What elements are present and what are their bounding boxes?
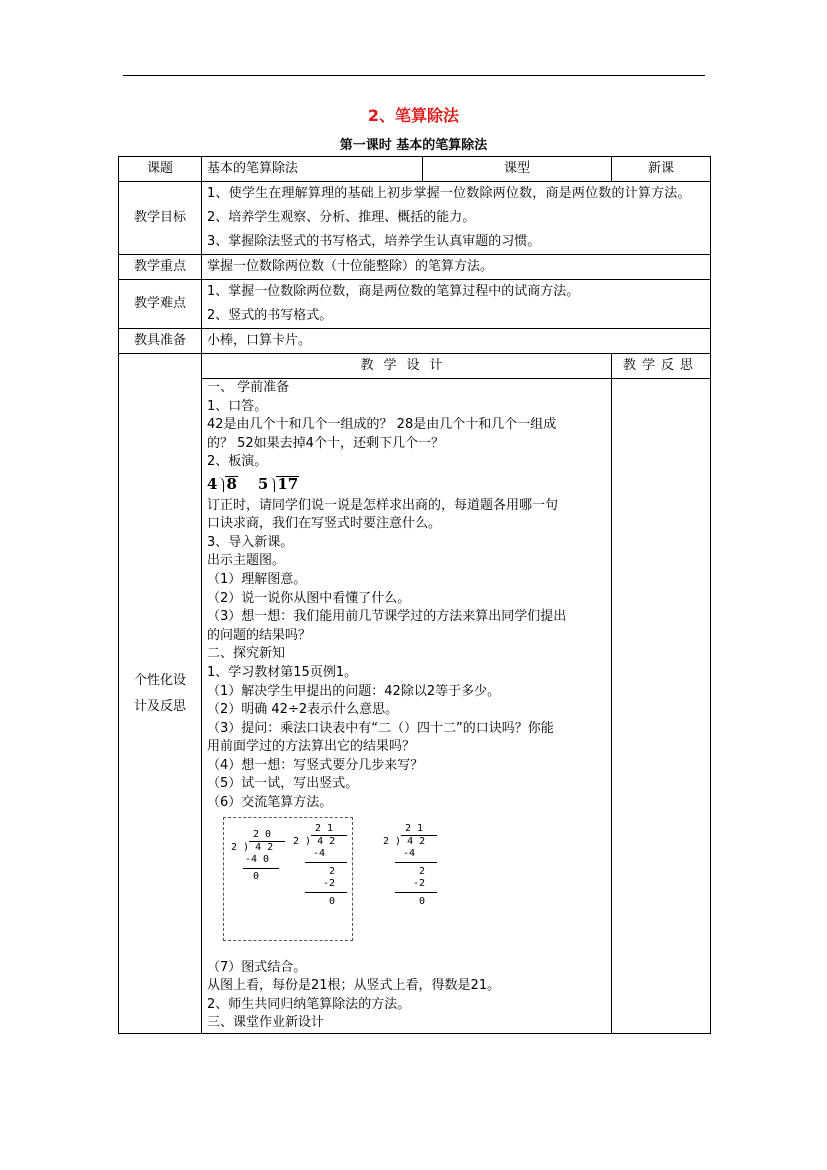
text-line: （2）说一说你从图中看懂了什么。 [207,590,411,606]
text-line: （7）图式结合。 [207,959,307,975]
side-label-line: 个性化设 [133,672,186,688]
type-value: 新课 [612,157,711,182]
dividend: 17 [277,475,299,494]
reflection-heading: 教学反思 [612,354,711,379]
text-line: （1）理解图意。 [207,571,307,587]
bar [305,892,347,893]
division-bracket [218,477,224,492]
text-line: 的？ 52如果去掉4个十，还剩下几个一？ [207,435,444,451]
difficulty-item: 1、掌握一位数除两位数，商是两位数的笔算过程中的试商方法。 [207,284,580,299]
text-line: 用前面学过的方法算出它的结果吗？ [207,739,416,755]
difficulty-item: 2、竖式的书写格式。 [207,308,333,323]
quotient: 2 1 [315,822,334,834]
subtract-line: -2 [413,877,426,889]
row-focus [119,255,711,280]
text-line: 二、探究新知 [207,646,286,662]
division-figure-c [383,823,437,908]
difficulty-label: 教学难点 [119,280,202,329]
text-line: 1、口答。 [207,398,268,414]
tools-label: 教具准备 [119,329,202,354]
focus-label: 教学重点 [119,255,202,280]
text-line: （5）试一试，写出竖式。 [207,776,359,792]
division-bracket [269,477,275,492]
text-line: 出示主题图。 [207,553,286,569]
dividend: 8 [226,475,237,494]
remainder: 0 [253,870,260,882]
design-content [202,379,612,1034]
row-topic [119,157,711,182]
goal-item: 3、掌握除法竖式的书写格式，培养学生认真审题的习惯。 [207,234,541,249]
bar [243,868,279,869]
reflection-content [612,379,711,1034]
topic-label: 课题 [119,157,202,182]
focus-value: 掌握一位数除两位数（十位能整除）的笔算方法。 [202,255,711,280]
division-figures [207,817,606,955]
dividend-line: 2 ) 4 2 [383,835,426,847]
goals-content [202,182,711,255]
side-label-line: 计及反思 [133,698,186,714]
design-heading: 教学设计 [202,354,612,379]
text-line: （1）解决学生甲提出的问题：42除以2等于多少。 [207,683,501,699]
tools-value: 小棒，口算卡片。 [202,329,711,354]
middle-line: 2 [329,865,336,877]
type-label: 课型 [423,157,612,182]
lesson-plan-table [118,156,711,1034]
goal-item: 1、使学生在理解算理的基础上初步掌握一位数除两位数，商是两位数的计算方法。 [207,186,691,201]
row-tools [119,329,711,354]
text-line: 从图上看，每份是21根；从竖式上看，得数是21。 [207,978,501,994]
division-figure-a [231,829,285,883]
design-side-label [119,354,202,1034]
row-goals [119,182,711,255]
header-rule [123,75,705,76]
quotient: 2 1 [405,822,424,834]
text-line: 三、课堂作业新设计 [207,1015,325,1031]
quotient: 2 0 [253,828,272,840]
text-line: 2、板演。 [207,454,268,470]
divisor: 4 [207,474,218,493]
remainder: 0 [419,895,426,907]
text-line: （6）交流笔算方法。 [207,795,333,811]
subtract-line: -4 [403,847,416,859]
row-difficulty [119,280,711,329]
text-line: （4）想一想：写竖式要分几步来写？ [207,757,424,773]
lesson-subtitle: 第一课时 基本的笔算除法 [339,138,488,153]
bar [305,862,347,863]
goal-item: 2、培养学生观察、分析、推理、概括的能力。 [207,210,476,225]
board-exercises [207,475,606,494]
bar [395,892,437,893]
division-figure-b [293,823,347,908]
text-line: 口诀求商，我们在写竖式时要注意什么。 [207,516,442,532]
text-line: 3、导入新课。 [207,534,294,550]
text-line: 的问题的结果吗？ [207,627,312,643]
difficulty-content [202,280,711,329]
text-line: （3）提问：乘法口诀表中有“二（）四十二”的口诀吗？你能 [207,720,554,736]
subtract-line: -2 [323,877,336,889]
bar [395,862,437,863]
row-design-body [119,379,711,1034]
text-line: 42是由几个十和几个一组成的？ 28是由几个十和几个一组成 [207,417,557,433]
subtract-line: -4 0 [245,853,270,865]
middle-line: 2 [419,865,426,877]
text-line: 1、学习教材第15页例1。 [207,664,358,680]
long-division-5-17 [258,475,299,494]
text-line: 一、 学前准备 [207,380,290,395]
text-line: （2）明确 42÷2表示什么意思。 [207,702,399,718]
dividend-line: 2 ) 4 2 [293,835,336,847]
text-line: 订正时，请同学们说一说是怎样求出商的，每道题各用哪一句 [207,497,559,513]
remainder: 0 [329,895,336,907]
long-division-4-8 [207,475,238,494]
divisor: 5 [257,474,269,493]
goals-label: 教学目标 [119,182,202,255]
text-line: 2、师生共同归纳笔算除法的方法。 [207,996,411,1012]
topic-value: 基本的笔算除法 [202,157,423,182]
row-design-head [119,354,711,379]
subtract-line: -4 [313,847,326,859]
dividend-line: 2 ) 4 2 [231,841,274,853]
page-title: 2、笔算除法 [367,106,460,125]
text-line: （3）想一想：我们能用前几节课学过的方法来算出同学们提出 [207,609,567,625]
